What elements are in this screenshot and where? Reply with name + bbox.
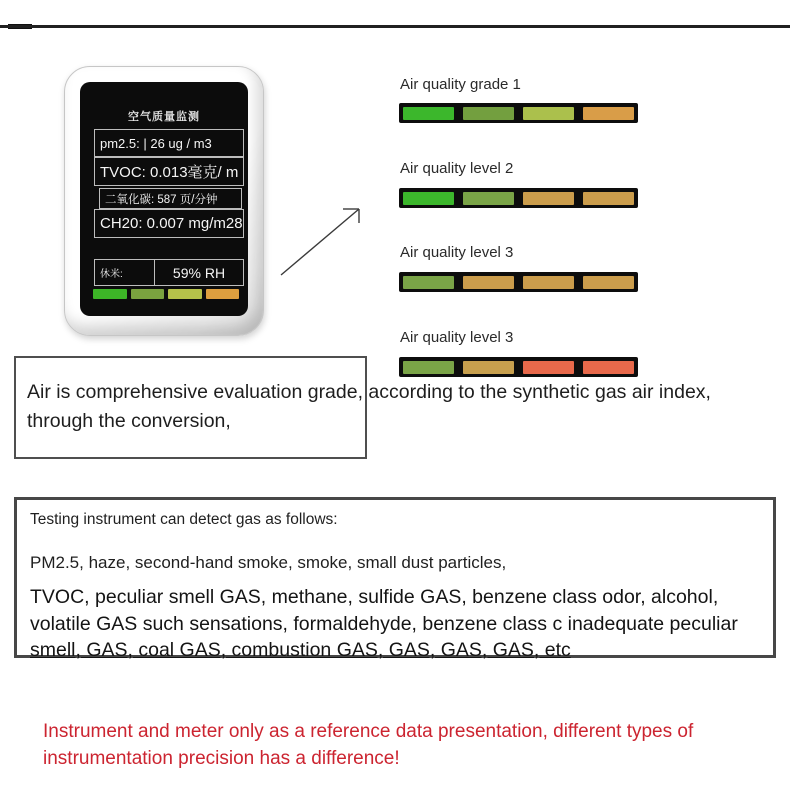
grade-bar-segment <box>583 107 634 120</box>
device-screen <box>80 82 248 316</box>
arrow-icon <box>270 195 380 290</box>
grade-3-bar <box>399 272 638 292</box>
grade-bar-segment <box>523 276 574 289</box>
disclaimer-line-2: instrumentation precision has a difference! <box>43 748 400 769</box>
grade-bar-segment <box>463 107 514 120</box>
grade-1-bar <box>399 103 638 123</box>
detect-gas-line-4: smell, GAS, coal GAS, combustion GAS, GAS, GAS, GAS, etc <box>30 639 571 661</box>
grade-3-label: Air quality level 3 <box>400 244 514 261</box>
pm25-reading: pm2.5: | 26 ug / m3 <box>94 129 244 157</box>
disclaimer-line-1: Instrument and meter only as a reference data presentation, different types of <box>43 721 694 742</box>
co2-reading: 二氧化碳: 587 页/分钟 <box>99 188 242 209</box>
grade-bar-segment <box>583 276 634 289</box>
grade-1-label: Air quality grade 1 <box>400 76 521 93</box>
grade-bar-segment <box>463 361 514 374</box>
humidity-value: 59% RH <box>172 264 226 281</box>
level-bar-segment <box>93 289 127 299</box>
grade-bar-segment <box>523 107 574 120</box>
grade-bar-segment <box>463 276 514 289</box>
note-line-1: Air is comprehensive evaluation grade, according to the synthetic gas air index, <box>27 381 711 403</box>
grade-2-label: Air quality level 2 <box>400 160 514 177</box>
grade-bar-segment <box>403 361 454 374</box>
detect-gas-list <box>30 584 738 664</box>
humidity-row <box>94 259 244 286</box>
level-bar-segment <box>131 289 165 299</box>
grade-bar-segment <box>583 192 634 205</box>
top-rule <box>0 25 790 28</box>
detect-intro-text: Testing instrument can detect gas as follows: <box>30 511 338 528</box>
grade-4-label: Air quality level 3 <box>400 329 514 346</box>
grade-bar-segment <box>523 361 574 374</box>
note-line-2: through the conversion, <box>27 410 231 432</box>
disclaimer-text <box>43 718 693 772</box>
screen-title: 空气质量监测 <box>128 111 200 123</box>
grade-bar-segment <box>463 192 514 205</box>
detect-gas-line-3: volatile GAS such sensations, formaldehyde, benzene class c inadequate peculiar <box>30 612 738 635</box>
grade-bar-segment <box>523 192 574 205</box>
grade-bar-segment <box>403 192 454 205</box>
tvoc-reading: TVOC: 0.013毫克/ m <box>94 157 244 186</box>
ch2o-reading: CH20: 0.007 mg/m28 <box>94 209 244 238</box>
grade-2-bar <box>399 188 638 208</box>
level-bar-segment <box>206 289 240 299</box>
level-bar-segment <box>168 289 202 299</box>
detect-pm25-line: PM2.5, haze, second-hand smoke, smoke, small dust particles, <box>30 553 507 572</box>
screen-level-bar <box>93 289 239 299</box>
grade-bar-segment <box>583 361 634 374</box>
detect-gas-line-2: TVOC, peculiar smell GAS, methane, sulfide GAS, benzene class odor, alcohol, <box>30 586 719 608</box>
air-quality-monitor-device <box>64 66 264 336</box>
grade-bar-segment <box>403 107 454 120</box>
humidity-label: 休米: <box>95 260 155 285</box>
evaluation-note-text <box>27 378 711 436</box>
grade-4-bar <box>399 357 638 377</box>
grade-bar-segment <box>403 276 454 289</box>
